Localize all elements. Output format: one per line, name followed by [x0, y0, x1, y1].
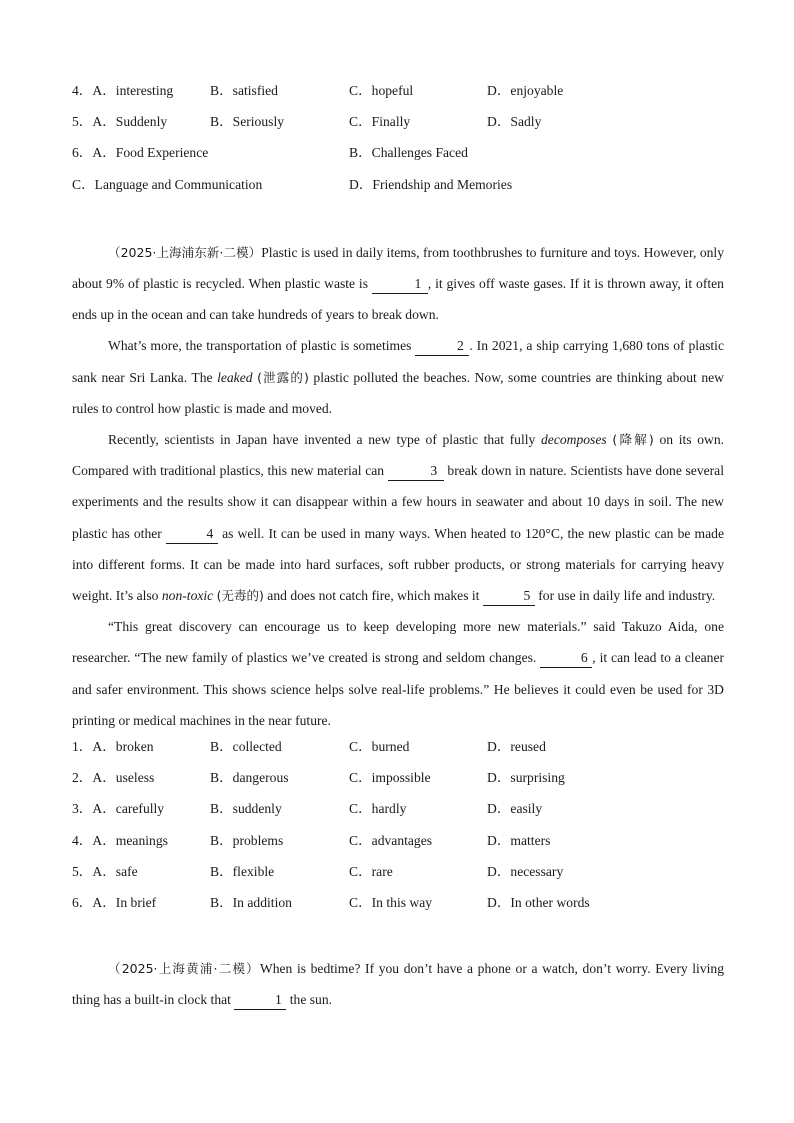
- blank-3: 3: [388, 462, 444, 481]
- option-row-4: [72, 830, 724, 861]
- option-row-prev-6b: [72, 174, 724, 205]
- option-row-3: [72, 798, 724, 829]
- blank-4: 4: [166, 525, 218, 544]
- section-gap: [72, 923, 724, 953]
- option-a: 2．A．useless: [72, 770, 155, 786]
- option-b: B．In addition: [210, 894, 292, 910]
- option-a: 4．A．interesting: [72, 83, 174, 98]
- blank-1: 1: [372, 275, 428, 294]
- option-d: D．matters: [487, 832, 551, 848]
- section-gap: [72, 205, 724, 237]
- option-c: C．Language and Communication: [72, 176, 263, 192]
- passage-paragraph-4: “This great discovery can encourage us to keep developing more new materials.” said Takuzo Aida, one researcher. “The new family of plastics we’ve created is strong and seldom changes. 6 , it can lead to a cleaner and safer environment. This shows science helps solve real-life problems.” He believes it could even be used for 3D printing or medical machines in the near future.: [72, 619, 725, 728]
- option-row-prev-5: [72, 111, 724, 142]
- worksheet-page: [72, 80, 724, 1016]
- option-row-2: [72, 767, 724, 798]
- option-b: B．problems: [210, 832, 284, 848]
- option-row-6: [72, 892, 724, 923]
- option-d: D．surprising: [487, 770, 565, 786]
- option-c: C．advantages: [349, 832, 433, 848]
- option-row-prev-4: [72, 80, 724, 111]
- option-b: B．satisfied: [210, 83, 278, 98]
- passage-paragraph-1: （2025·上海浦东新·二模）Plastic is used in daily items, from toothbrushes to furniture and toys. However, only about 9% of plastic is recycled. When plastic waste is 1 , it gives off waste gases. If it is thrown away, it often ends up in the ocean and can take hundreds of years to break down.: [72, 244, 724, 323]
- option-d: D．necessary: [487, 863, 564, 879]
- option-b: B．suddenly: [210, 801, 282, 817]
- next-passage-source: （2025·上海黄浦·二模）: [108, 961, 260, 977]
- option-c: C．impossible: [349, 770, 431, 786]
- option-c: C．In this way: [349, 894, 433, 910]
- option-d: D．Sadly: [487, 114, 542, 130]
- passage-paragraph-3: Recently, scientists in Japan have invented a new type of plastic that fully decomposes (降解) on its own. Compared with traditional plastics, this new material can 3 break down in nature. Scientists have done several experiments and the results show it can disappear within a few hours in seawater and about 10 days in soil. The new plastic has other 4 as well. It can be used in many ways. When heated to 120°C, the new plastic can be made into different forms. It can be made into hard surfaces, soft rubber products, or strong materials for carrying heavy weight. It’s also non-toxic (无毒的) and does not catch fire, which makes it 5 for use in daily life and industry.: [72, 424, 724, 611]
- option-d: D．easily: [487, 801, 543, 817]
- option-b: B．Seriously: [210, 114, 285, 130]
- option-a: 5．A．safe: [72, 863, 138, 879]
- option-a: 4．A．meanings: [72, 832, 168, 848]
- option-row-prev-6a: [72, 142, 724, 173]
- option-b: B．dangerous: [210, 770, 289, 786]
- option-a: 3．A．carefully: [72, 801, 165, 817]
- options-list: [72, 736, 724, 923]
- option-c: C．rare: [349, 863, 393, 879]
- option-d: D．Friendship and Memories: [349, 176, 513, 192]
- option-c: C．burned: [349, 739, 410, 754]
- option-a: 6．A．In brief: [72, 894, 157, 910]
- option-b: B．flexible: [210, 863, 275, 879]
- blank-6: 6: [540, 649, 592, 668]
- option-row-5: [72, 861, 724, 892]
- passage-paragraph-2: What’s more, the transportation of plastic is sometimes 2 . In 2021, a ship carrying 1,680 tons of plastic sank near Sri Lanka. The leaked (泄露的) plastic polluted the beaches. Now, some countries are thinking about new rules to control how plastic is made and moved.: [72, 338, 724, 416]
- option-d: D．reused: [487, 739, 546, 754]
- option-d: D．In other words: [487, 894, 590, 910]
- option-c: C．Finally: [349, 114, 411, 130]
- passage-source: （2025·上海浦东新·二模）: [108, 244, 262, 260]
- option-a: 1．A．broken: [72, 739, 154, 754]
- blank-1: 1: [234, 991, 286, 1010]
- option-b: B．collected: [210, 739, 282, 754]
- option-a: 5．A．Suddenly: [72, 114, 168, 130]
- blank-5: 5: [483, 587, 535, 606]
- option-b: B．Challenges Faced: [349, 145, 468, 161]
- option-c: C．hardly: [349, 801, 407, 817]
- option-row-1: [72, 736, 724, 767]
- option-d: D．enjoyable: [487, 83, 564, 98]
- option-a: 6．A．Food Experience: [72, 145, 209, 161]
- option-c: C．hopeful: [349, 83, 414, 98]
- next-passage-paragraph: （2025·上海黄浦·二模）When is bedtime? If you don’t have a phone or a watch, don’t worry. Every living thing has a built-in clock that 1 the sun.: [72, 953, 724, 1015]
- blank-2: 2: [415, 337, 469, 356]
